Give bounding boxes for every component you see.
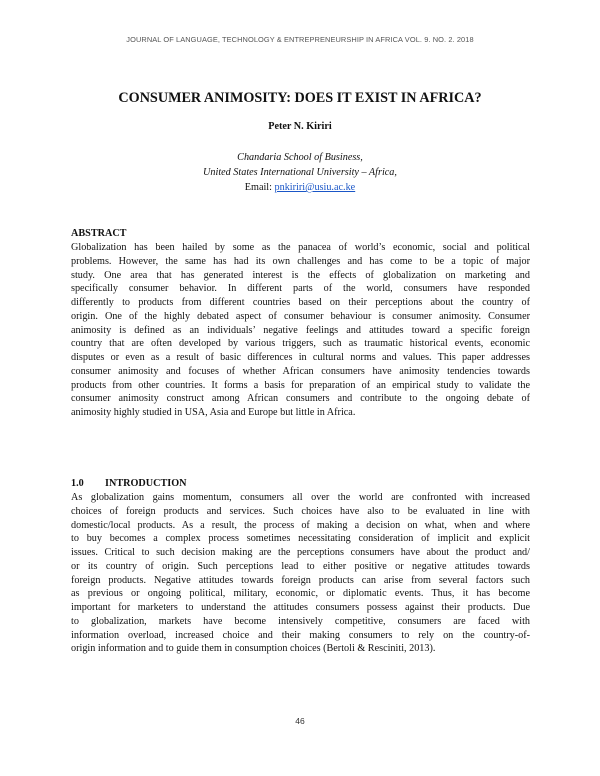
section-number: 1.0 <box>71 478 84 489</box>
abstract-heading: ABSTRACT <box>71 228 127 239</box>
abstract-line: differently to products from different countries based on their perceptions about the country of <box>71 297 530 308</box>
introduction-heading <box>71 478 187 489</box>
abstract-line: specifically consumer behavior. In different parts of the world, consumers have responded <box>71 283 530 295</box>
abstract-line: animosity highly studied in USA, Asia and Europe but little in Africa. <box>71 407 356 418</box>
introduction-line: As globalization gains momentum, consumers all over the world are confronted with increased <box>71 492 530 503</box>
email-link[interactable]: pnkiriri@usiu.ac.ke <box>274 182 356 193</box>
page-number: 46 <box>295 716 305 726</box>
introduction-line: choices of foreign products and services. Such choices have also to be evaluated in line with <box>71 505 530 517</box>
introduction-line: foreign products. Negative attitudes towards foreign products can arise from several factors such <box>71 574 530 586</box>
introduction-line: to buy becomes a complex process sometimes necessitating consideration of implicit and explicit <box>71 533 530 545</box>
abstract-line: products from other countries. It forms a basis for preparation of an empirical study to validate the <box>71 379 530 391</box>
section-title: INTRODUCTION <box>105 478 187 489</box>
abstract-line: Globalization has been hailed by some as the panacea of world’s economic, social and political <box>71 242 530 253</box>
paper-title: CONSUMER ANIMOSITY: DOES IT EXIST IN AFRICA? <box>118 90 482 106</box>
affiliation-email-line <box>245 182 355 193</box>
abstract-line: consumer animosity and focuses of whether African consumers have animosity tendencies towards <box>71 365 530 377</box>
introduction-line: origin information and to guide them in consumption choices (Bertoli & Resciniti, 2013). <box>71 643 436 655</box>
abstract-line: problems. However, the same has had its own challenges and has come to be a topic of major <box>71 255 530 267</box>
running-head: JOURNAL OF LANGUAGE, TECHNOLOGY & ENTREPRENEURSHIP IN AFRICA VOL. 9. NO. 2. 2018 <box>126 35 474 44</box>
introduction-line: to globalization, markets have become intensively competitive, consumers are faced with <box>71 615 530 627</box>
introduction-line: or its country of origin. Such perceptions lead to either positive or negative attitudes towards <box>71 560 530 572</box>
abstract-line: disputes or even as a result of basic differences in cultural norms and values. This paper addresses <box>71 352 530 363</box>
introduction-line: important for marketers to understand the attitudes consumers possess against their products. Due <box>71 602 530 613</box>
abstract-line: country that are often developed by various triggers, such as traumatic historical events, economic <box>71 338 530 350</box>
introduction-line: as previous or ongoing political, military, economic, or diplomatic events. Thus, it has become <box>71 588 530 600</box>
introduction-line: domestic/local products. As a result, the process of making a decision on what, when and where <box>71 519 530 531</box>
abstract-line: origin. One of the highly debated aspect of consumer behaviour is consumer animosity. Consumer <box>71 310 530 322</box>
abstract-line: consumer animosity construct among African consumers and contribute to the ongoing debate of <box>71 393 530 405</box>
email-label: Email: <box>244 182 275 193</box>
author-affiliation <box>0 150 600 195</box>
abstract-line: animosity is defined as an individuals’ negative feelings and attitudes toward a specific foreign <box>71 324 530 336</box>
introduction-line: issues. Critical to such decision making are the perceptions consumers have about the product and/ <box>71 547 530 558</box>
affiliation-university: United States International University – Africa, <box>203 167 397 178</box>
abstract-line: study. One area that has generated interest is the effects of globalization on marketing and <box>71 269 530 281</box>
affiliation-school: Chandaria School of Business, <box>237 152 363 163</box>
introduction-body <box>71 491 530 656</box>
introduction-line: information overload, increased choice and their making consumers to rely on the country-of- <box>71 629 530 641</box>
author-name: Peter N. Kiriri <box>268 121 332 132</box>
abstract-body <box>71 241 530 420</box>
